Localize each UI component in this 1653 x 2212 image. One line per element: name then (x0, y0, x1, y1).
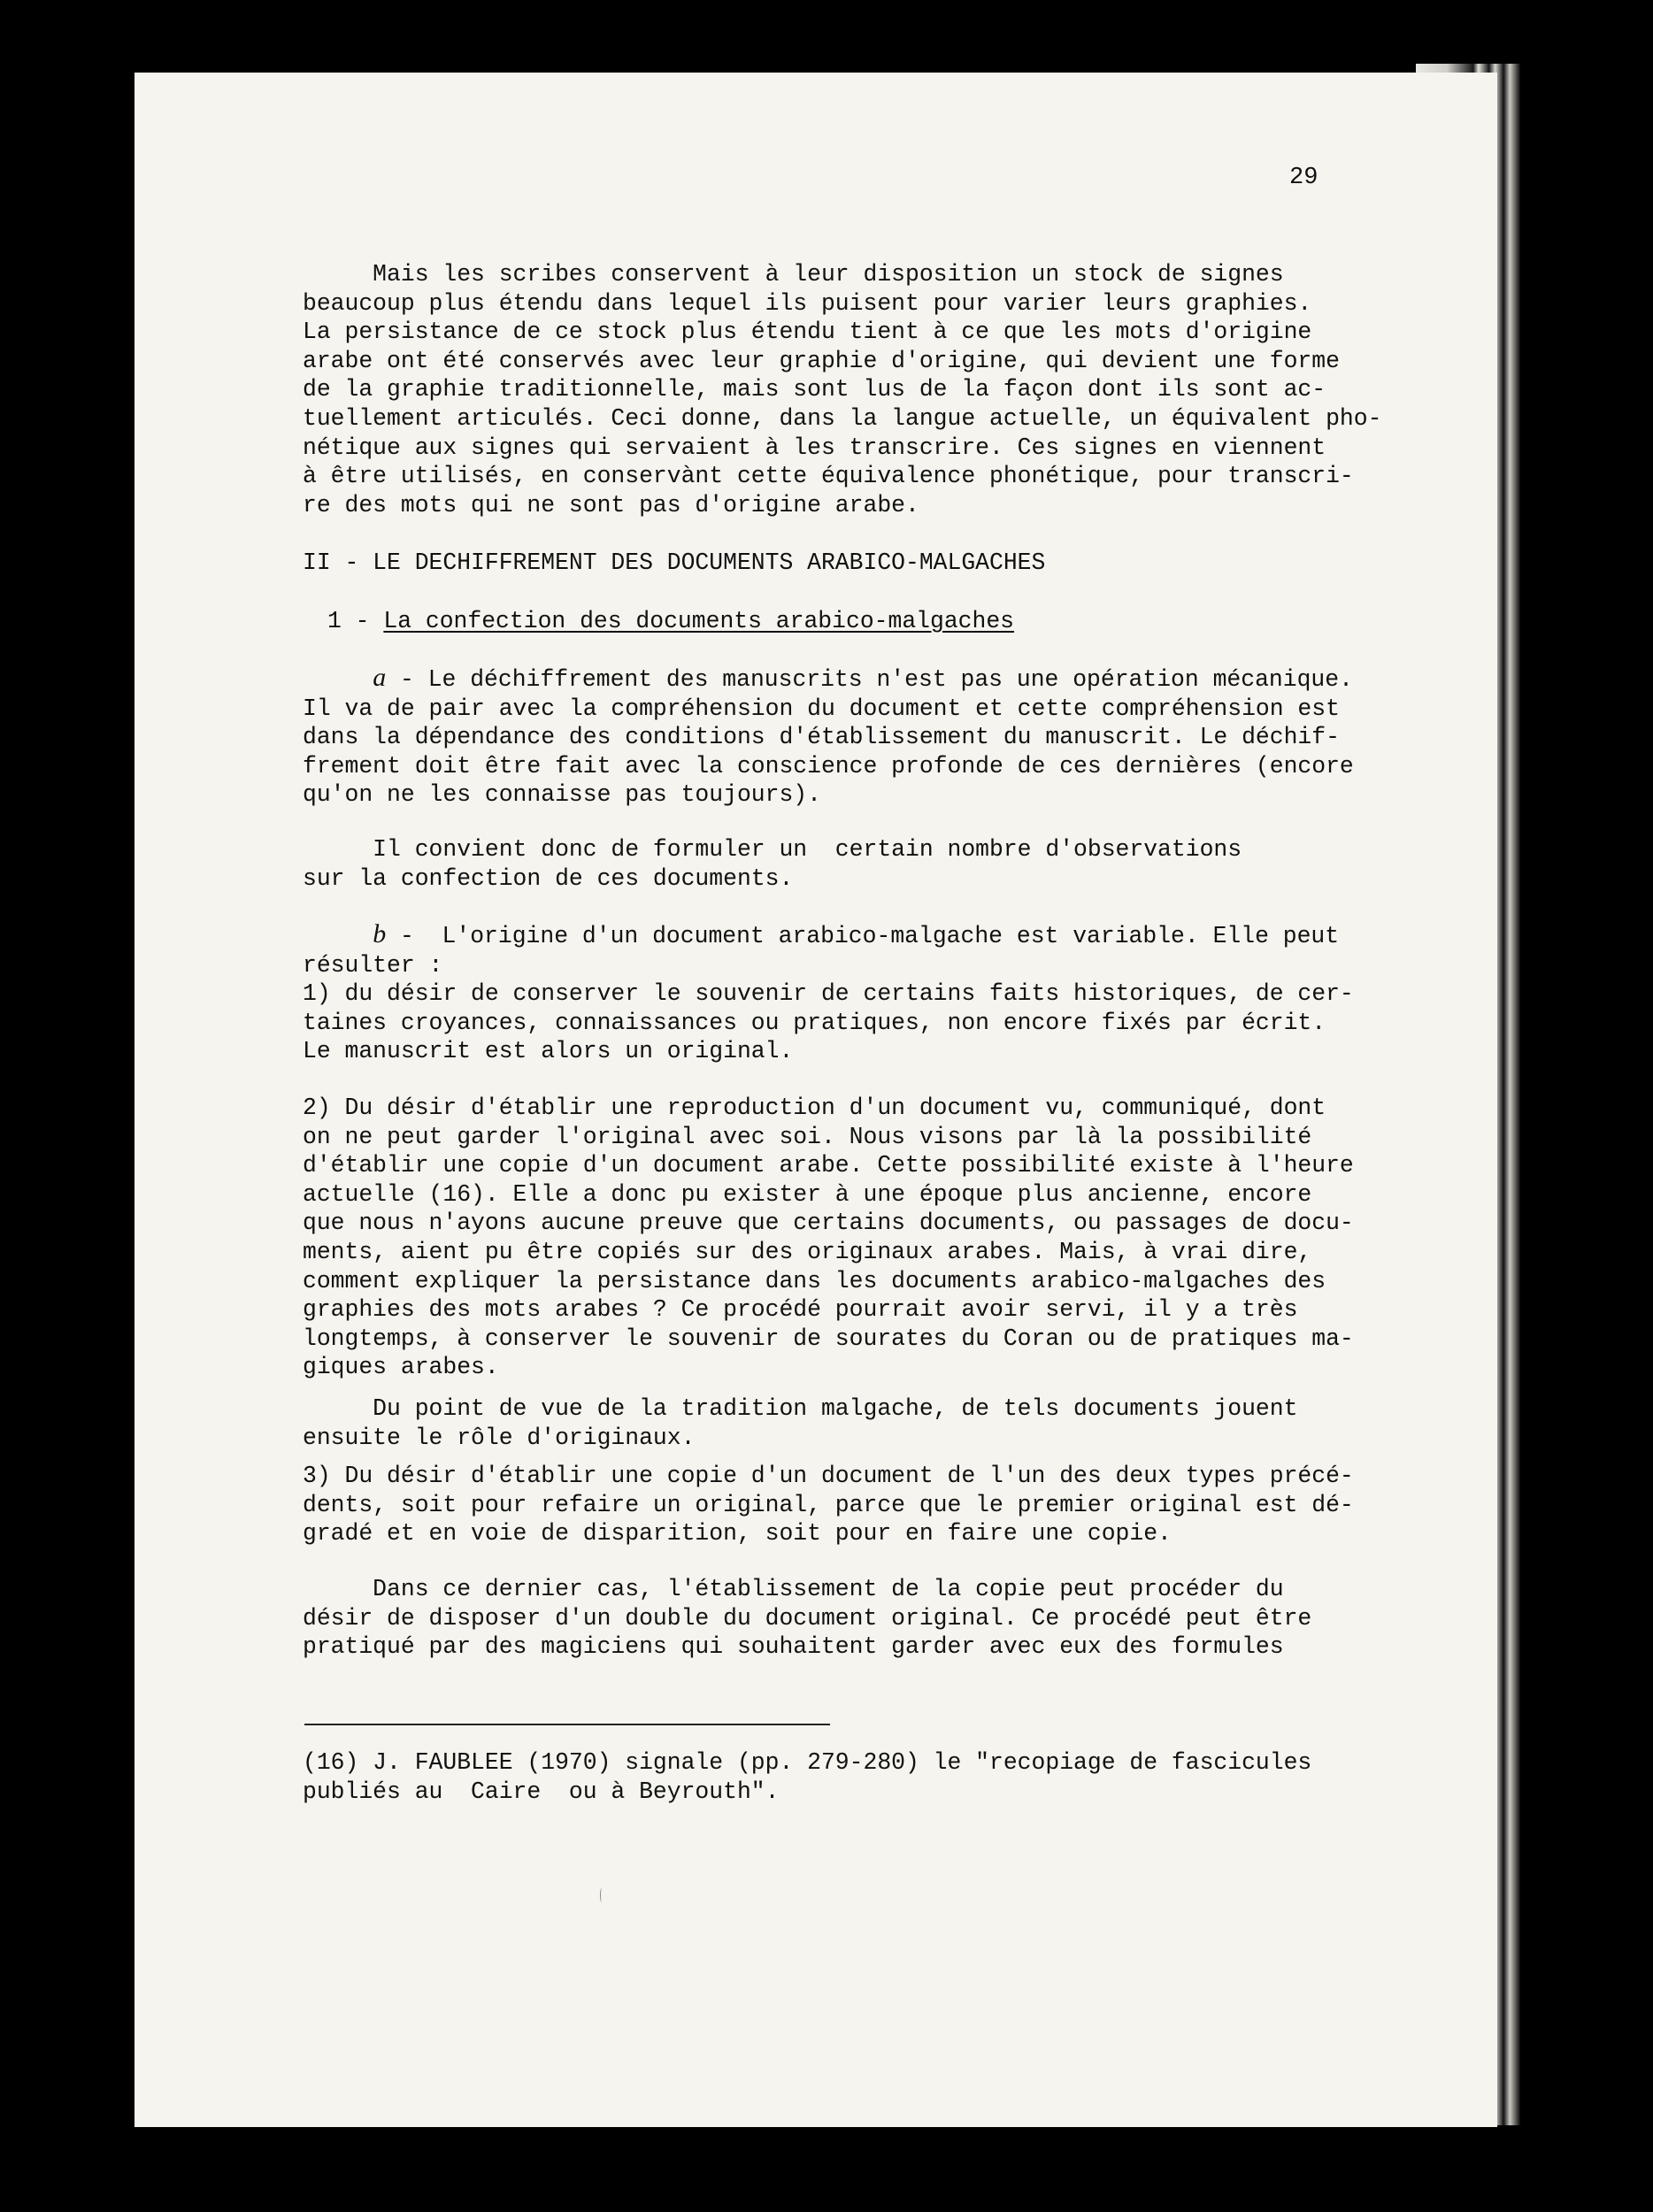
stray-mark (600, 1888, 604, 1902)
paragraph-reproduction: 2) Du désir d'établir une reproduction d'un document vu, communiqué, dont on ne peut garder l'original avec soi. Nous visons par là la possibilité d'établir une copie d'un document arabe. Cette possibilité existe à l'heure actuelle (16). Elle a donc pu exister à une époque plus ancienne, encore que nous n'ayons aucune preuve que certains documents, ou passages de docu- ments, aient pu être copiés sur des originaux arabes. Mais, à vrai dire, comment expliquer la persistance dans les documents arabico-malgaches des graphies des mots arabes ? Ce procédé pourrait avoir servi, il y a très longtemps, à conserver le souvenir de sourates du Coran ou de pratiques ma- giques arabes. (303, 1094, 1354, 1381)
paragraph-copy: 3) Du désir d'établir une copie d'un document de l'un des deux types précé- dents, soit pour refaire un original, parce que le premier original est dé- gradé et en voie de disparition, soit pour en faire une copie. (303, 1463, 1354, 1548)
footnote-16: (16) J. FAUBLEE (1970) signale (pp. 279-280) le "recopiage de fascicules publiés au Caire ou à Beyrouth". (303, 1749, 1312, 1805)
subsection-number: 1 - (327, 608, 384, 634)
paragraph-deciphering-text: - Le déchiffrement des manuscrits n'est pas une opération mécanique. Il va de pair avec la compréhension du document et cette compréhension est dans la dépendance des conditions d'établissement du manuscrit. Le déchif- frement doit être fait avec la conscience profonde de ces dernières (encore qu'on ne les connaisse pas toujours). (303, 666, 1354, 809)
page-number: 29 (1289, 165, 1319, 191)
paragraph-last-case: Dans ce dernier cas, l'établissement de la copie peut procéder du désir de disposer d'un double du document original. Ce procédé peut être pratiqué par des magiciens qui souhaitent garder avec eux des formules (303, 1576, 1312, 1661)
paragraph-origin (303, 920, 1418, 1066)
subsection-heading (327, 607, 1442, 636)
paragraph-letter-b: b (373, 919, 387, 949)
footnote-separator (304, 1724, 830, 1725)
document-page (135, 73, 1497, 2127)
paragraph-tradition: Du point de vue de la tradition malgache, de tels documents jouent ensuite le rôle d'originaux. (303, 1395, 1298, 1451)
paragraph-scribes-signs: Mais les scribes conservent à leur disposition un stock de signes beaucoup plus étendu dans lequel ils puisent pour varier leurs graphies. La persistance de ce stock plus étendu tient à ce que les mots d'origine arabe ont été conservés avec leur graphie d'origine, qui devient une forme de la graphie traditionnelle, mais sont lus de la façon dont ils sont ac- tuellement articulés. Ceci donne, dans la langue actuelle, un équivalent pho- nétique aux signes qui servaient à les transcrire. Ces signes en viennent à être utilisés, en conservànt cette équivalence phonétique, pour transcri- re des mots qui ne sont pas d'origine arabe. (303, 261, 1382, 518)
subsection-title: La confection des documents arabico-malgaches (383, 608, 1015, 634)
paragraph-letter-a: a (373, 663, 387, 692)
section-heading: II - LE DECHIFFREMENT DES DOCUMENTS ARABICO-MALGACHES (303, 549, 1046, 576)
paragraph-observations: Il convient donc de formuler un certain nombre d'observations sur la confection de ces documents. (303, 836, 1242, 892)
paragraph-deciphering (303, 664, 1418, 810)
paragraph-origin-text: - L'origine d'un document arabico-malgache est variable. Elle peut résulter : 1) du désir de conserver le souvenir de certains faits historiques, de cer- taines croyances, connaissances ou pratiques, non encore fixés par écrit. Le manuscrit est alors un original. (303, 923, 1354, 1065)
